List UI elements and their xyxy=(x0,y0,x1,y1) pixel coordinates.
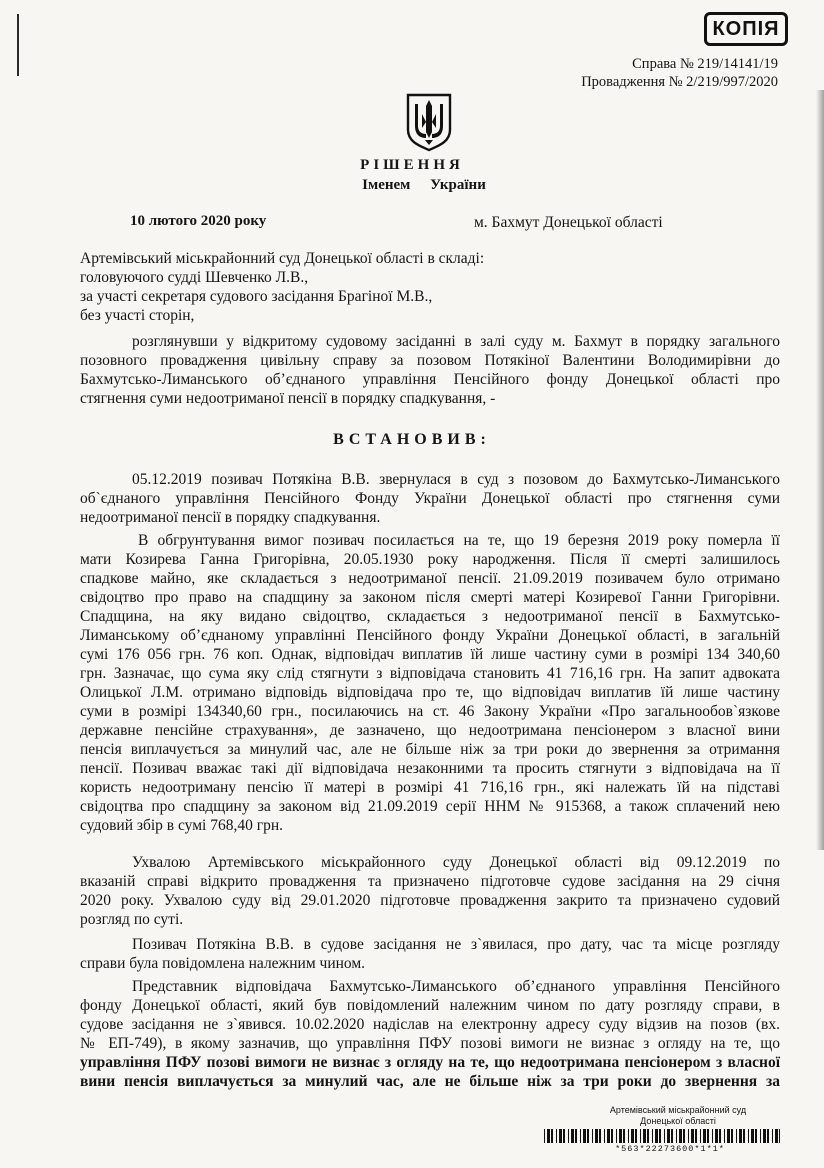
barcode-bar xyxy=(763,1129,766,1143)
text-line: № ЕП-749), в якому зазначив, що управління ПФУ позові вимоги не визнає з огляду на те, що xyxy=(80,1035,780,1052)
barcode-bar xyxy=(679,1129,682,1143)
barcode-bar xyxy=(772,1129,773,1143)
barcode-bar xyxy=(755,1129,757,1143)
barcode-number: *563*22273600*1*1* xyxy=(615,1144,725,1154)
barcode-bar xyxy=(691,1129,694,1143)
barcode-bar xyxy=(719,1129,721,1143)
barcode-bar xyxy=(683,1129,685,1143)
barcode-bar xyxy=(595,1129,598,1143)
paragraph-2 xyxy=(80,531,780,835)
proceeding-number: Провадження № 2/219/997/2020 xyxy=(581,74,778,90)
barcode-bar xyxy=(655,1129,658,1143)
text-line: розглянувши у відкритому судовому засіданні в залі суду м. Бахмут в порядку загального xyxy=(132,333,780,350)
footer-court-label xyxy=(578,1105,778,1127)
established-heading: ВСТАНОВИВ: xyxy=(333,431,491,448)
barcode-bar xyxy=(643,1129,646,1143)
text-line: Бахмутсько-Лиманського об’єднаного управління Пенсійного фонду Донецької області про xyxy=(80,371,780,388)
court-composition xyxy=(80,249,780,325)
text-line: розгляд по суті. xyxy=(80,911,184,928)
text-line: стягнення суми недоотриманої пенсії в порядку спадкування, - xyxy=(80,390,496,407)
decision-city: м. Бахмут Донецької області xyxy=(474,214,663,231)
barcode-bar xyxy=(551,1129,553,1143)
barcode-bar xyxy=(556,1129,557,1143)
footer-court-line: Артемівський міськрайонний суд xyxy=(609,1105,747,1115)
footer-court-line: Донецької області xyxy=(640,1116,716,1126)
court-line: за участі секретаря судового засідання Брагіної М.В., xyxy=(80,288,433,305)
text-line: суми в розмірі 134340,60 грн., посилаючись на ст. 46 Закону України «Про загальнообов`язкове xyxy=(80,703,780,720)
barcode-icon xyxy=(544,1129,780,1143)
barcode-bar xyxy=(676,1129,677,1143)
barcode-bar xyxy=(619,1129,622,1143)
barcode-bar xyxy=(616,1129,617,1143)
barcode-bar xyxy=(604,1129,605,1143)
text-line: фонду Донецької області, який був повідомлений належним чином по дату розгляду справи, в xyxy=(80,997,780,1014)
barcode-bar xyxy=(544,1129,545,1143)
barcode-bar xyxy=(712,1129,713,1143)
paragraph-1 xyxy=(80,470,780,527)
barcode-bar xyxy=(575,1129,577,1143)
text-line: судовий збір в сумі 768,40 грн. xyxy=(80,817,283,834)
barcode-bar xyxy=(547,1129,550,1143)
barcode-bar xyxy=(659,1129,661,1143)
text-line: судове засідання не з`явився. 10.02.2020 надіслав на електронну адресу суду відзив на позов (вх. xyxy=(80,1016,780,1033)
text-line: справи була повідомлена належним чином. xyxy=(80,955,366,972)
barcode-bar xyxy=(647,1129,649,1143)
text-line: користь недоотриману пенсію її матері в розмірі 41 716,16 грн., які належать їй на підставі xyxy=(80,779,780,796)
text-line: вказаній справі відкрито провадження та призначено підготовче судове засідання на 29 січня xyxy=(80,873,780,890)
text-line: об`єднаного управління Пенсійного Фонду України Донецької області про стягнення суми xyxy=(80,490,780,507)
court-line: Артемівський міськрайонний суд Донецької області в складі: xyxy=(80,250,485,267)
barcode-bar xyxy=(592,1129,593,1143)
barcode-bar xyxy=(743,1129,745,1143)
intro-paragraph xyxy=(80,332,780,408)
text-line: Представник відповідача Бахмутсько-Лиманського об’єднаного управління Пенсійного xyxy=(132,978,780,995)
barcode-bar xyxy=(779,1129,780,1143)
court-line: без участі сторін, xyxy=(80,307,195,324)
text-line: сумі 176 056 грн. 76 коп. Однак, відповідач виплатив їй лише частину суми в розмірі 134 340,60 xyxy=(80,646,780,663)
barcode-bar xyxy=(715,1129,718,1143)
barcode-bar xyxy=(688,1129,689,1143)
barcode-bar xyxy=(664,1129,665,1143)
paragraph-5 xyxy=(80,977,780,1091)
barcode-bar xyxy=(635,1129,637,1143)
barcode-bar xyxy=(739,1129,742,1143)
text-line: грн. Зазначає, що сума яку слід стягнути з відповідача становить 41 716,16 грн. На запит адвоката xyxy=(80,665,780,682)
case-reference xyxy=(581,55,778,91)
barcode-bar xyxy=(760,1129,761,1143)
text-line: свідоцтва про спадщину за законом від 21.09.2019 серії ННМ № 915368, а також сплачений нею xyxy=(80,798,780,815)
barcode-bar xyxy=(580,1129,581,1143)
text-line: Спадщина, на яку видано свідоцтво, складається з недоотриманої пенсії в Бахмутсько- xyxy=(80,608,780,625)
text-line: управління ПФУ позові вимоги не визнає з огляду на те, що недоотримана пенсіонером з власної xyxy=(80,1054,780,1071)
barcode-bar xyxy=(652,1129,653,1143)
text-line: В обгрунтування вимог позивач посилається на те, що 19 березня 2019 року померла її xyxy=(138,532,780,549)
text-line: Олицької Л.М. отримано відповідь відповідача про те, що відповідач виплатив їй лише частину xyxy=(80,684,780,701)
decision-title: РІШЕННЯ xyxy=(360,157,464,173)
barcode-bar xyxy=(748,1129,749,1143)
paragraph-4 xyxy=(80,935,780,973)
text-line: свідоцтво про право на спадщину за законом після смерті матері Козиревої Ганни Григорівни. xyxy=(80,589,780,606)
barcode-bar xyxy=(611,1129,613,1143)
case-number: Справа № 219/14141/19 xyxy=(632,56,778,72)
barcode-bar xyxy=(767,1129,769,1143)
barcode-bar xyxy=(727,1129,730,1143)
text-line: Позивач Потякіна В.В. в судове засідання не з`явилася, про дату, час та місце розгляду xyxy=(132,936,780,953)
text-line: вини пенсія виплачується за минулий час, але не більше ніж за три роки до звернення за xyxy=(80,1073,780,1090)
barcode-bar xyxy=(587,1129,589,1143)
paragraph-3 xyxy=(80,853,780,929)
barcode-bar xyxy=(623,1129,625,1143)
barcode-bar xyxy=(568,1129,569,1143)
text-line: 2020 року. Ухвалою суду від 29.01.2020 підготовче провадження закрито та призначено судовий xyxy=(80,892,780,909)
text-line: спадкове майно, яке складається з недоотриманої пенсії. 21.09.2019 позивачем було отримано xyxy=(80,570,780,587)
barcode-bar xyxy=(607,1129,610,1143)
court-line: головуючого судді Шевченко Л.В., xyxy=(80,269,309,286)
decision-subtitle: Іменем України xyxy=(362,177,486,193)
text-line: недоотриманої пенсії в порядку спадкування. xyxy=(80,509,381,526)
barcode-bar xyxy=(667,1129,670,1143)
text-line: Ухвалою Артемівського міськрайонного суду Донецької області від 09.12.2019 по xyxy=(132,854,780,871)
barcode-bar xyxy=(775,1129,778,1143)
barcode-bar xyxy=(571,1129,574,1143)
barcode-bar xyxy=(631,1129,634,1143)
text-line: державне пенсійне страхування», де зазначено, що недоотримана пенсіонером з власної вини xyxy=(80,722,780,739)
text-line: позовного провадження цивільну справу за позовом Потякіної Валентини Володимирівни до xyxy=(80,352,780,369)
barcode-bar xyxy=(703,1129,706,1143)
barcode-bar xyxy=(628,1129,629,1143)
barcode-bar xyxy=(695,1129,697,1143)
barcode-bar xyxy=(724,1129,725,1143)
barcode-bar xyxy=(599,1129,601,1143)
text-line: пенсії. Позивач вважає такі дії відповідача незаконними та просить стягнути з відповідача на її xyxy=(80,760,780,777)
barcode-bar xyxy=(731,1129,733,1143)
text-line: мати Козирева Ганна Григорівна, 20.05.1930 року народження. Після її смерті залишилось xyxy=(80,551,780,568)
text-line: пенсія виплачується за минулий час, але не більше ніж за три роки до звернення за отримання xyxy=(80,741,780,758)
barcode-bar xyxy=(671,1129,673,1143)
barcode-bar xyxy=(707,1129,709,1143)
barcode-bar xyxy=(583,1129,586,1143)
barcode-bar xyxy=(563,1129,565,1143)
decision-date: 10 лютого 2020 року xyxy=(130,213,267,229)
barcode-bar xyxy=(700,1129,701,1143)
trident-emblem-icon xyxy=(404,92,454,152)
scan-shadow xyxy=(816,90,824,850)
scan-edge-line xyxy=(17,14,19,76)
barcode-bar xyxy=(640,1129,641,1143)
barcode-bar xyxy=(736,1129,737,1143)
barcode-bar xyxy=(559,1129,562,1143)
text-line: 05.12.2019 позивач Потякіна В.В. звернулася в суд з позовом до Бахмутсько-Лиманського xyxy=(132,471,780,488)
copy-stamp: КОПІЯ xyxy=(704,12,788,46)
text-line: Лиманському об’єднаному управлінні Пенсійного фонду України Донецької області, в загальній xyxy=(80,627,780,644)
barcode-bar xyxy=(751,1129,754,1143)
